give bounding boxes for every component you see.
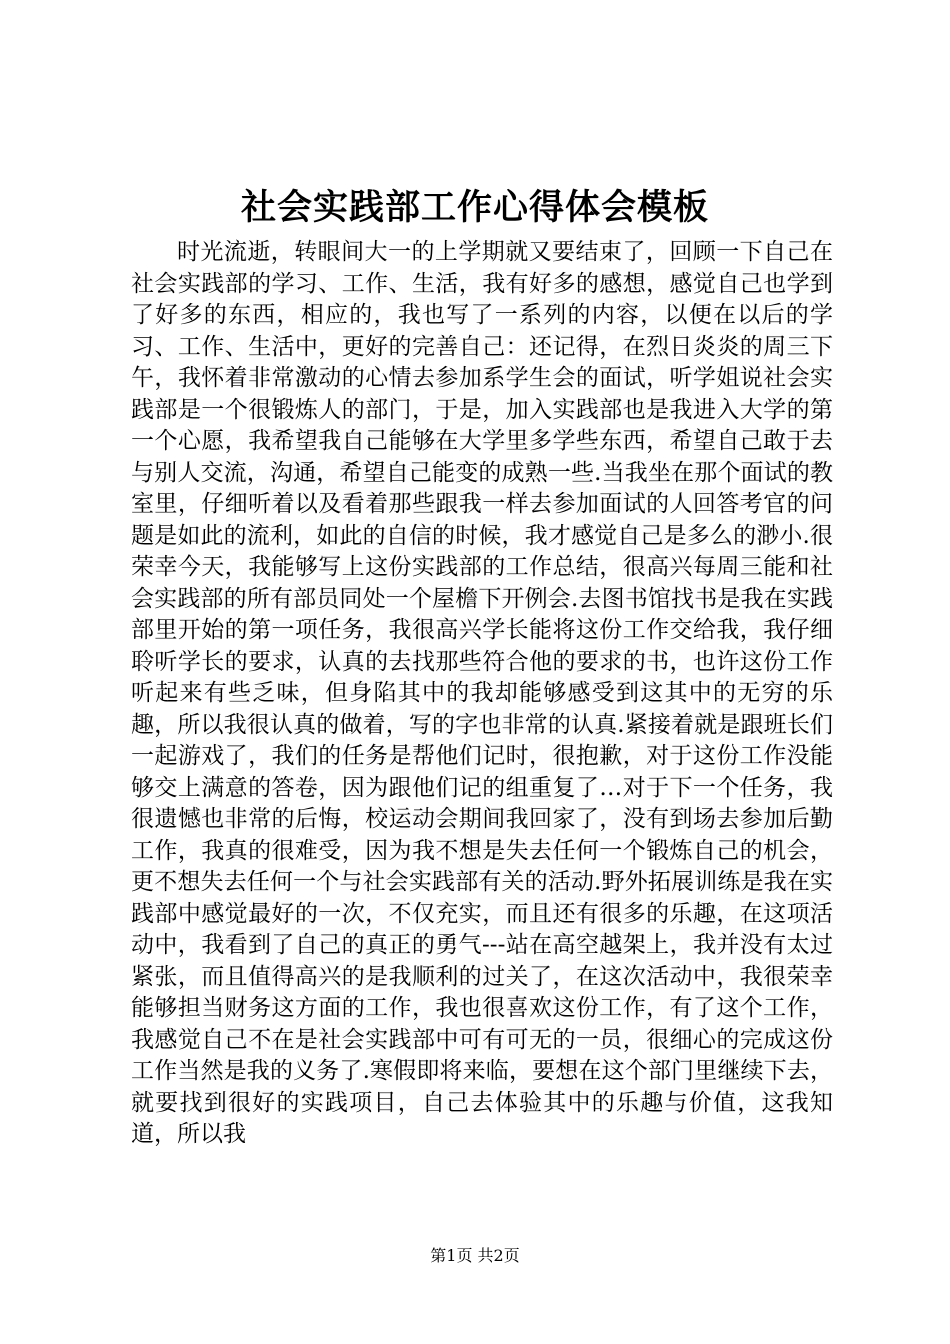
- document-body-paragraph: 时光流逝，转眼间大一的上学期就又要结束了，回顾一下自己在社会实践部的学习、工作、生活，我有好多的感想，感觉自己也学到了好多的东西，相应的，我也写了一系列的内容，以便在以后的学习、工作、生活中，更好的完善自己：还记得，在烈日炎炎的周三下午，我怀着非常激动的心情去参加系学生会的面试，听学姐说社会实践部是一个很锻炼人的部门，于是，加入实践部也是我进入大学的第一个心愿，我希望我自己能够在大学里多学些东西，希望自己敢于去与别人交流，沟通，希望自己能变的成熟一些.当我坐在那个面试的教室里，仔细听着以及看着那些跟我一样去参加面试的人回答考官的问题是如此的流利，如此的自信的时候，我才感觉自己是多么的渺小.很荣幸今天，我能够写上这份实践部的工作总结，很高兴每周三能和社会实践部的所有部员同处一个屋檐下开例会.去图书馆找书是我在实践部里开始的第一项任务，我很高兴学长能将这份工作交给我，我仔细聆听学长的要求，认真的去找那些符合他的要求的书，也许这份工作听起来有些乏味，但身陷其中的我却能够感受到这其中的无穷的乐趣，所以我很认真的做着，写的字也非常的认真.紧接着就是跟班长们一起游戏了，我们的任务是帮他们记时，很抱歉，对于这份工作没能够交上满意的答卷，因为跟他们记的组重复了…对于下一个任务，我很遗憾也非常的后悔，校运动会期间我回家了，没有到场去参加后勤工作，我真的很难受，因为我不想是失去任何一个锻炼自己的机会，更不想失去任何一个与社会实践部有关的活动.野外拓展训练是我在实践部中感觉最好的一次，不仅充实，而且还有很多的乐趣，在这项活动中，我看到了自己的真正的勇气---站在高空越架上，我并没有太过紧张，而且值得高兴的是我顺利的过关了，在这次活动中，我很荣幸能够担当财务这方面的工作，我也很喜欢这份工作，有了这个工作，我感觉自己不在是社会实践部中可有可无的一员，很细心的完成这份工作当然是我的义务了.寒假即将来临，要想在这个部门里继续下去，就要找到很好的实践项目，自己去体验其中的乐趣与价值，这我知道，所以我: [131, 239, 833, 1147]
- page-number-label: 第1页 共2页: [430, 1246, 520, 1265]
- page-footer: [0, 1245, 950, 1267]
- document-title: 社会实践部工作心得体会模板: [240, 187, 709, 228]
